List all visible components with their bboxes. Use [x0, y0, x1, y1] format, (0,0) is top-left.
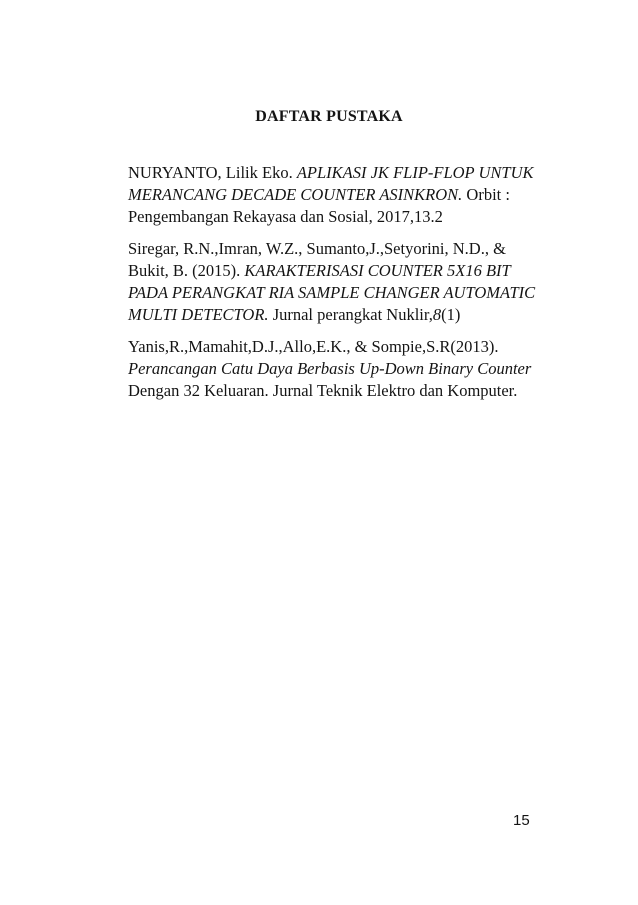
page-title: DAFTAR PUSTAKA: [255, 108, 403, 125]
reference-item-1: [128, 162, 538, 228]
reference-1-title: APLIKASI JK FLIP-FLOP UNTUK MERANCANG DECADE COUNTER ASINKRON.: [128, 163, 534, 204]
reference-item-3: [128, 336, 538, 402]
reference-2-volume: 8: [432, 305, 442, 324]
reference-1-authors: NURYANTO, Lilik Eko.: [128, 163, 297, 182]
page-number: 15: [513, 812, 530, 829]
reference-2-source: Jurnal perangkat Nuklir,: [268, 305, 433, 324]
reference-list: [128, 162, 538, 412]
reference-3-title: Perancangan Catu Daya Berbasis Up-Down Binary Counter: [128, 359, 532, 378]
reference-3-authors: Yanis,R.,Mamahit,D.J.,Allo,E.K., & Sompie,S.R(2013).: [128, 337, 499, 356]
reference-1-source: Orbit : Pengembangan Rekayasa dan Sosial, 2017,13.2: [128, 185, 510, 226]
reference-item-2: [128, 238, 538, 326]
reference-3-source: Dengan 32 Keluaran. Jurnal Teknik Elektro dan Komputer.: [128, 381, 518, 400]
reference-2-title: KARAKTERISASI COUNTER 5X16 BIT PADA PERANGKAT RIA SAMPLE CHANGER AUTOMATIC MULTI DETECTOR.: [128, 261, 536, 324]
reference-2-issue: (1): [441, 305, 461, 324]
reference-2-authors: Siregar, R.N.,Imran, W.Z., Sumanto,J.,Setyorini, N.D., & Bukit, B. (2015).: [128, 239, 506, 280]
